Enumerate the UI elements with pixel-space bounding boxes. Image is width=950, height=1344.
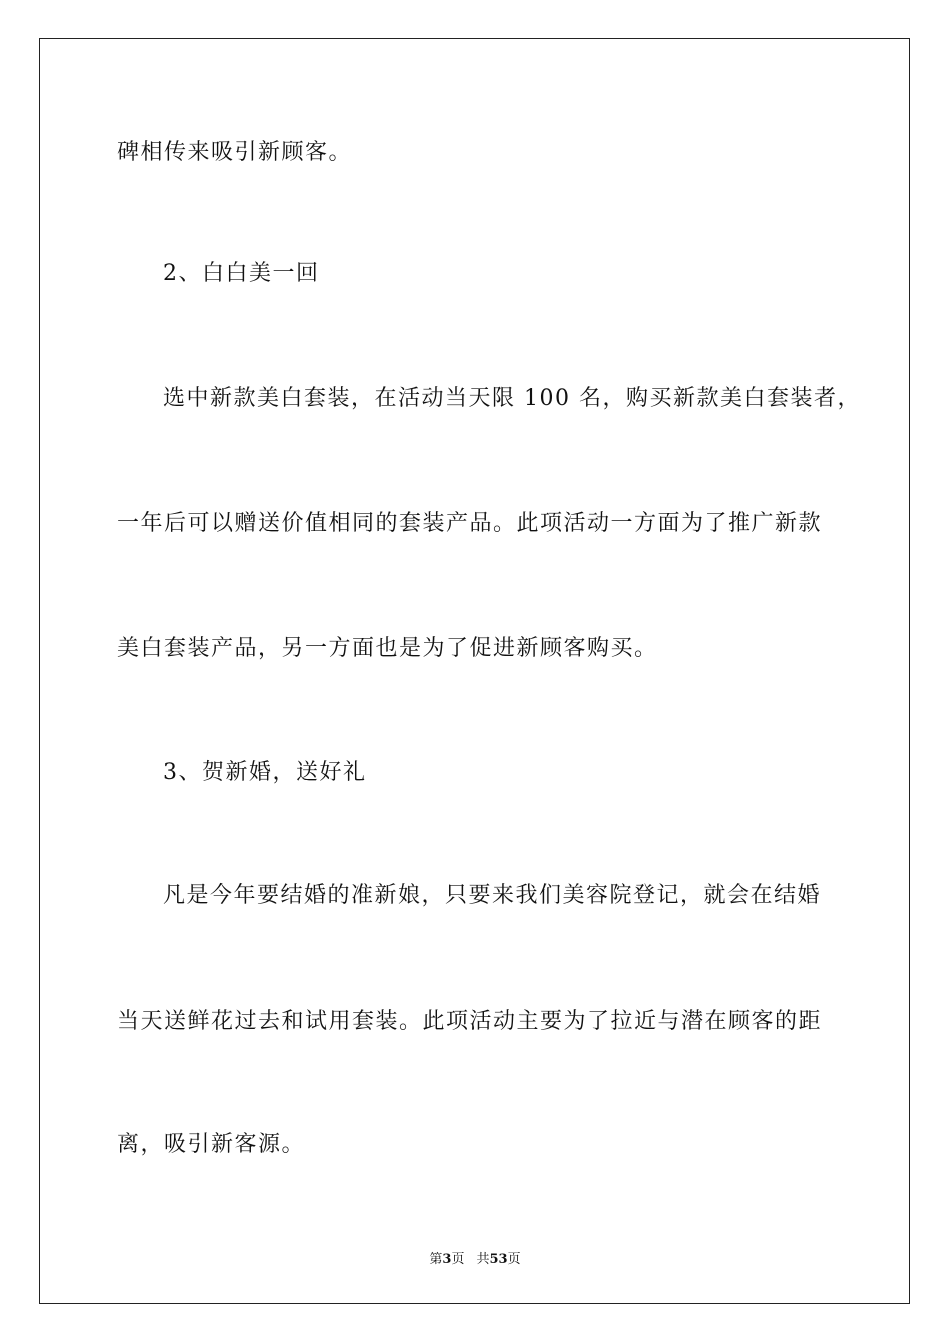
total-pages: 53: [489, 1252, 508, 1267]
page-suffix: 页: [451, 1252, 465, 1267]
page-border: [39, 38, 910, 1304]
total-suffix: 页: [507, 1252, 521, 1267]
body-line-7: 离，吸引新客源。: [117, 1132, 306, 1157]
page-number: 3: [442, 1252, 452, 1267]
section-heading-3: 3、贺新婚，送好礼: [163, 760, 367, 785]
body-line-2: 选中新款美白套装，在活动当天限 100 名，购买新款美白套装者，: [163, 386, 861, 411]
body-line-3: 一年后可以赠送价值相同的套装产品。此项活动一方面为了推广新款: [117, 511, 823, 536]
body-line-1: 碑相传来吸引新顾客。: [117, 140, 353, 165]
page-footer: [0, 1248, 950, 1267]
section-heading-2: 2、白白美一回: [163, 261, 320, 286]
body-line-5: 凡是今年要结婚的准新娘，只要来我们美容院登记，就会在结婚: [163, 883, 822, 908]
total-prefix: 共: [476, 1252, 490, 1267]
body-line-4: 美白套装产品，另一方面也是为了促进新顾客购买。: [117, 636, 658, 661]
page-prefix: 第: [429, 1252, 443, 1267]
body-line-6: 当天送鲜花过去和试用套装。此项活动主要为了拉近与潜在顾客的距: [117, 1009, 823, 1034]
